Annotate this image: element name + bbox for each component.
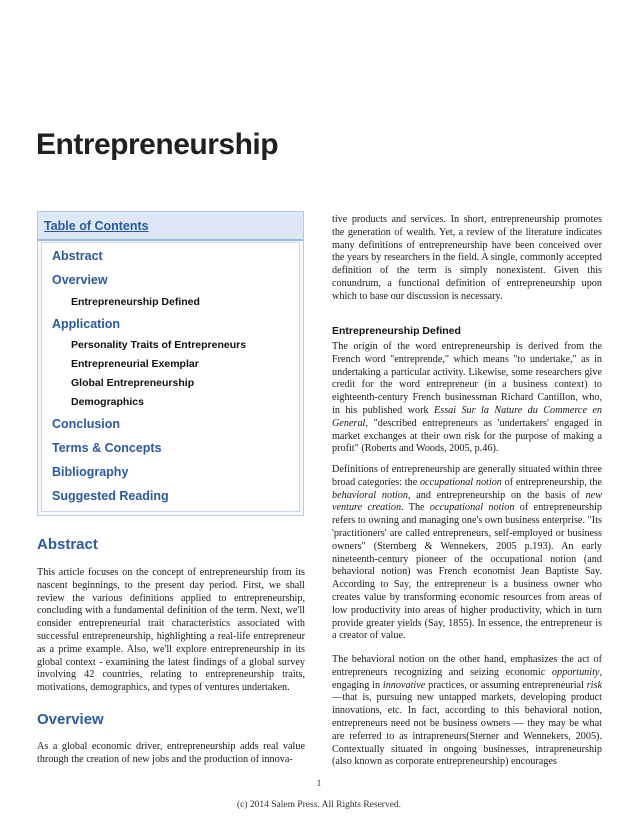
- toc-link-entrepreneurship-defined[interactable]: Entrepreneurship Defined: [71, 296, 200, 308]
- entrepreneurship-defined-heading: Entrepreneurship Defined: [332, 325, 461, 337]
- toc-list: [41, 242, 300, 512]
- table-of-contents: [37, 211, 304, 516]
- toc-link-demographics[interactable]: Demographics: [71, 396, 144, 408]
- right-paragraph-3: Definitions of entrepreneurship are generally situated within three broad categories: the occupational notion of entrepreneurship, the behavioral notion, and entrepreneurship on the basis of new venture creation. The occupational notion of entrepreneurship refers to owning and managing one's own business enterprise. "Its 'practitioners' are called entrepreneurs, self-employed or business owners" (Sternberg & Wennekers, 2005 p.193). An early nineteenth-century pioneer of the occupational notion (and behavioral notion) was French economist Jean Baptiste Say. According to Say, the entrepreneur is a business owner who creates value by transforming economic resources from areas of low productivity into areas of higher productivity, which in turn provide greater yields (Say, 1855). In essence, the entrepreneur is a creator of value.: [332, 464, 602, 642]
- toc-link-personality-traits[interactable]: Personality Traits of Entrepreneurs: [71, 339, 247, 351]
- copyright-footer: (c) 2014 Salem Press. All Rights Reserved.: [236, 800, 402, 810]
- toc-title[interactable]: Table of Contents: [44, 219, 149, 233]
- toc-link-suggested-reading[interactable]: Suggested Reading: [52, 489, 169, 503]
- toc-link-application[interactable]: Application: [52, 317, 121, 331]
- toc-link-terms-concepts[interactable]: Terms & Concepts: [52, 441, 162, 455]
- overview-heading: Overview: [37, 711, 104, 728]
- right-paragraph-1: tive products and services. In short, entrepreneurship promotes the generation of wealth. Yet, a review of the literature indicates many definitions of entrepreneurship have been conceived over the years by researchers in the field. A single, commonly accepted definition of the term is simply nonexistent. Given this conundrum, a functional definition of entrepreneurship upon which to base our discussion is necessary.: [332, 214, 602, 302]
- right-paragraph-2: The origin of the word entrepreneurship is derived from the French word "entreprende," which means "to undertake," as in undertaking a particular activity. Likewise, some researchers give credit for the word entrepreneur (in a business context) to eighteenth-century French businessman Richard Cantillon, who, in his published work Essai Sur la Nature du Commerce en General, "described entrepreneurs as 'undertakers' engaged in market exchanges at their own risk for the purpose of making a profit" (Roberts and Woods, 2005, p.46).: [332, 341, 602, 455]
- toc-link-entrepreneurial-exemplar[interactable]: Entrepreneurial Exemplar: [71, 358, 199, 370]
- right-paragraph-4: The behavioral notion on the other hand, emphasizes the act of entrepreneurs recognizing and seizing economic opportunity, engaging in innovative practices, or assuming entrepreneurial risk —that is, pursuing new untapped markets, developing product innovations, etc. In fact, according to this behavioral notion, entrepreneurs need not be business owners — they may be what are referred to as intrapreneurs(Sterner and Wennekers, 2005). Contextually situated in ongoing businesses, intrapreneurship (also known as corporate entrepreneurship) encourages: [332, 654, 602, 768]
- toc-link-abstract[interactable]: Abstract: [52, 249, 103, 263]
- toc-header: [38, 212, 303, 241]
- abstract-heading: Abstract: [37, 536, 98, 553]
- toc-link-overview[interactable]: Overview: [52, 273, 108, 287]
- overview-text: As a global economic driver, entrepreneurship adds real value through the creation of new jobs and the production of innova-: [37, 741, 305, 765]
- page-number: 1: [316, 778, 322, 788]
- abstract-text: This article focuses on the concept of entrepreneurship from its nascent beginnings, to the present day period. First, we shall review the various definitions applied to entrepreneurship, concluding with a fundamental definition of the term. Next, we'll consider entrepreneurial trait characteristics associated with successful entrepreneurship, highlighting a real-life entrepreneur as a prime example. Also, we'll explore entrepreneurship in its global context - examining the latest findings of a global survey involving 42 countries, relating to entrepreneurship traits, motivations, demographics, and types of ventures undertaken.: [37, 567, 305, 694]
- toc-link-conclusion[interactable]: Conclusion: [52, 417, 121, 431]
- toc-link-global-entrepreneurship[interactable]: Global Entrepreneurship: [71, 377, 195, 389]
- page-title: Entrepreneurship: [36, 128, 279, 161]
- toc-link-bibliography[interactable]: Bibliography: [52, 465, 129, 479]
